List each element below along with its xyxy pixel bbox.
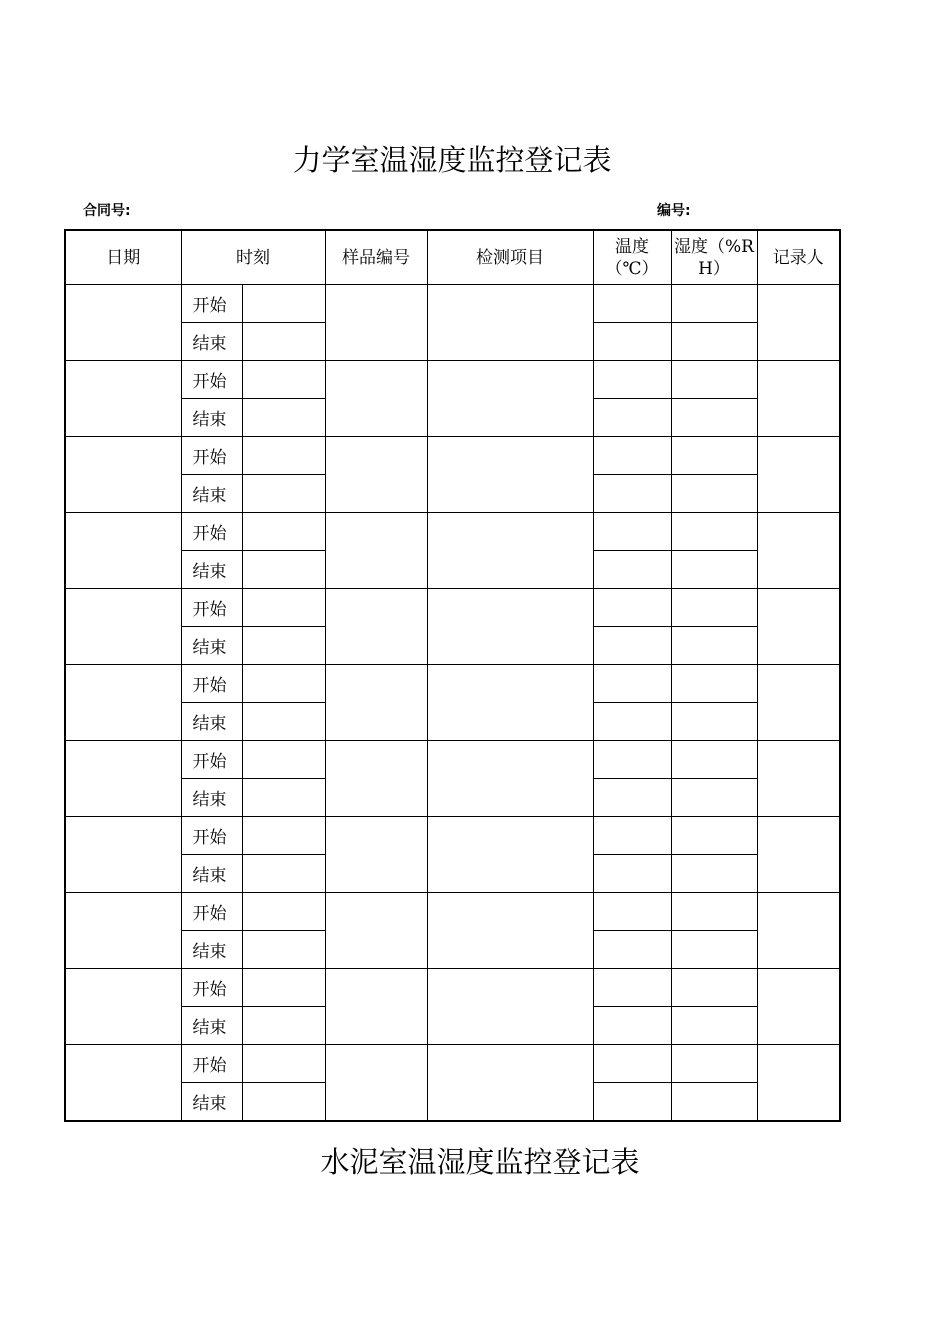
header-test-item: 检测项目 [427,230,593,285]
header-temperature [593,230,671,285]
header-recorder: 记录人 [757,230,840,285]
sample-number-cell[interactable] [325,817,427,893]
end-humidity-cell[interactable] [671,703,757,741]
record-start-row [65,741,840,779]
sample-number-cell[interactable] [325,969,427,1045]
end-humidity-cell[interactable] [671,931,757,969]
test-item-cell[interactable] [427,893,593,969]
start-label: 开始 [181,361,242,399]
start-humidity-cell[interactable] [671,437,757,475]
end-temperature-cell[interactable] [593,627,671,665]
start-humidity-cell[interactable] [671,665,757,703]
record-start-row [65,1045,840,1083]
start-temperature-cell[interactable] [593,893,671,931]
start-temperature-cell[interactable] [593,285,671,323]
record-start-row [65,893,840,931]
end-humidity-cell[interactable] [671,779,757,817]
end-time-cell[interactable] [242,1083,325,1122]
start-time-cell[interactable] [242,437,325,475]
test-item-cell[interactable] [427,285,593,361]
record-start-row [65,437,840,475]
date-cell[interactable] [65,361,181,437]
start-temperature-cell[interactable] [593,589,671,627]
end-humidity-cell[interactable] [671,1007,757,1045]
end-label: 结束 [181,627,242,665]
sample-number-cell[interactable] [325,361,427,437]
end-label: 结束 [181,1083,242,1122]
start-temperature-cell[interactable] [593,513,671,551]
date-cell[interactable] [65,969,181,1045]
record-start-row [65,665,840,703]
test-item-cell[interactable] [427,741,593,817]
end-humidity-cell[interactable] [671,323,757,361]
start-temperature-cell[interactable] [593,665,671,703]
end-time-cell[interactable] [242,627,325,665]
date-cell[interactable] [65,893,181,969]
start-humidity-cell[interactable] [671,513,757,551]
end-temperature-cell[interactable] [593,323,671,361]
form-title: 力学室温湿度监控登记表 [292,143,612,177]
end-humidity-cell[interactable] [671,627,757,665]
end-label: 结束 [181,931,242,969]
start-temperature-cell[interactable] [593,969,671,1007]
start-label: 开始 [181,1045,242,1083]
start-time-cell[interactable] [242,893,325,931]
start-time-cell[interactable] [242,361,325,399]
start-humidity-cell[interactable] [671,969,757,1007]
record-start-row [65,361,840,399]
date-cell[interactable] [65,285,181,361]
end-temperature-cell[interactable] [593,551,671,589]
date-cell[interactable] [65,665,181,741]
end-humidity-cell[interactable] [671,855,757,893]
end-label: 结束 [181,779,242,817]
end-time-cell[interactable] [242,323,325,361]
sample-number-cell[interactable] [325,285,427,361]
end-time-cell[interactable] [242,779,325,817]
sample-number-cell[interactable] [325,741,427,817]
start-label: 开始 [181,589,242,627]
start-humidity-cell[interactable] [671,589,757,627]
header-row [65,230,840,285]
date-cell[interactable] [65,589,181,665]
start-label: 开始 [181,893,242,931]
end-time-cell[interactable] [242,855,325,893]
test-item-cell[interactable] [427,1045,593,1122]
header-sample-number: 样品编号 [325,230,427,285]
sample-number-cell[interactable] [325,437,427,513]
end-temperature-cell[interactable] [593,779,671,817]
recorder-cell[interactable] [757,1045,840,1122]
end-time-cell[interactable] [242,399,325,437]
contract-number-label: 合同号: [83,203,131,219]
end-humidity-cell[interactable] [671,399,757,437]
test-item-cell[interactable] [427,969,593,1045]
end-label: 结束 [181,323,242,361]
end-label: 结束 [181,1007,242,1045]
end-temperature-cell[interactable] [593,855,671,893]
start-label: 开始 [181,969,242,1007]
sample-number-cell[interactable] [325,1045,427,1122]
start-label: 开始 [181,437,242,475]
start-temperature-cell[interactable] [593,1045,671,1083]
start-temperature-cell[interactable] [593,817,671,855]
end-humidity-cell[interactable] [671,475,757,513]
header-humidity-line1: 湿度（%R [674,236,754,257]
recorder-cell[interactable] [757,361,840,437]
log-body [65,285,840,1122]
recorder-cell[interactable] [757,969,840,1045]
start-temperature-cell[interactable] [593,741,671,779]
recorder-cell[interactable] [757,893,840,969]
end-label: 结束 [181,551,242,589]
start-humidity-cell[interactable] [671,893,757,931]
record-start-row [65,285,840,323]
test-item-cell[interactable] [427,513,593,589]
end-temperature-cell[interactable] [593,703,671,741]
start-humidity-cell[interactable] [671,361,757,399]
end-temperature-cell[interactable] [593,931,671,969]
end-time-cell[interactable] [242,931,325,969]
record-start-row [65,817,840,855]
start-time-cell[interactable] [242,589,325,627]
date-cell[interactable] [65,437,181,513]
record-start-row [65,589,840,627]
end-humidity-cell[interactable] [671,551,757,589]
start-label: 开始 [181,665,242,703]
date-cell[interactable] [65,1045,181,1122]
start-time-cell[interactable] [242,285,325,323]
recorder-cell[interactable] [757,741,840,817]
sample-number-cell[interactable] [325,589,427,665]
header-date: 日期 [65,230,181,285]
header-temperature-line1: 温度 [615,236,649,257]
recorder-cell[interactable] [757,589,840,665]
end-temperature-cell[interactable] [593,399,671,437]
recorder-cell[interactable] [757,437,840,513]
test-item-cell[interactable] [427,589,593,665]
header-humidity-line2: H） [698,258,730,279]
start-label: 开始 [181,285,242,323]
start-time-cell[interactable] [242,817,325,855]
recorder-cell[interactable] [757,665,840,741]
start-time-cell[interactable] [242,665,325,703]
end-label: 结束 [181,399,242,437]
end-temperature-cell[interactable] [593,475,671,513]
end-time-cell[interactable] [242,703,325,741]
monitoring-log-table [64,229,841,1122]
end-label: 结束 [181,855,242,893]
sample-number-cell[interactable] [325,893,427,969]
sample-number-cell[interactable] [325,665,427,741]
start-time-cell[interactable] [242,513,325,551]
sample-number-cell[interactable] [325,513,427,589]
recorder-cell[interactable] [757,513,840,589]
start-humidity-cell[interactable] [671,741,757,779]
end-label: 结束 [181,703,242,741]
start-humidity-cell[interactable] [671,285,757,323]
start-label: 开始 [181,817,242,855]
end-time-cell[interactable] [242,1007,325,1045]
test-item-cell[interactable] [427,361,593,437]
start-label: 开始 [181,741,242,779]
header-temperature-line2: （℃） [605,258,659,279]
date-cell[interactable] [65,513,181,589]
end-humidity-cell[interactable] [671,1083,757,1122]
recorder-cell[interactable] [757,817,840,893]
header-time: 时刻 [181,230,325,285]
recorder-cell[interactable] [757,285,840,361]
header-humidity [671,230,757,285]
start-temperature-cell[interactable] [593,437,671,475]
test-item-cell[interactable] [427,817,593,893]
start-humidity-cell[interactable] [671,817,757,855]
start-humidity-cell[interactable] [671,1045,757,1083]
start-temperature-cell[interactable] [593,361,671,399]
start-time-cell[interactable] [242,1045,325,1083]
serial-number-label: 编号: [657,203,691,219]
end-time-cell[interactable] [242,475,325,513]
test-item-cell[interactable] [427,665,593,741]
footer-title: 水泥室温湿度监控登记表 [320,1145,640,1179]
end-temperature-cell[interactable] [593,1083,671,1122]
record-start-row [65,969,840,1007]
end-temperature-cell[interactable] [593,1007,671,1045]
start-label: 开始 [181,513,242,551]
date-cell[interactable] [65,817,181,893]
test-item-cell[interactable] [427,437,593,513]
start-time-cell[interactable] [242,969,325,1007]
end-label: 结束 [181,475,242,513]
start-time-cell[interactable] [242,741,325,779]
end-time-cell[interactable] [242,551,325,589]
record-start-row [65,513,840,551]
date-cell[interactable] [65,741,181,817]
